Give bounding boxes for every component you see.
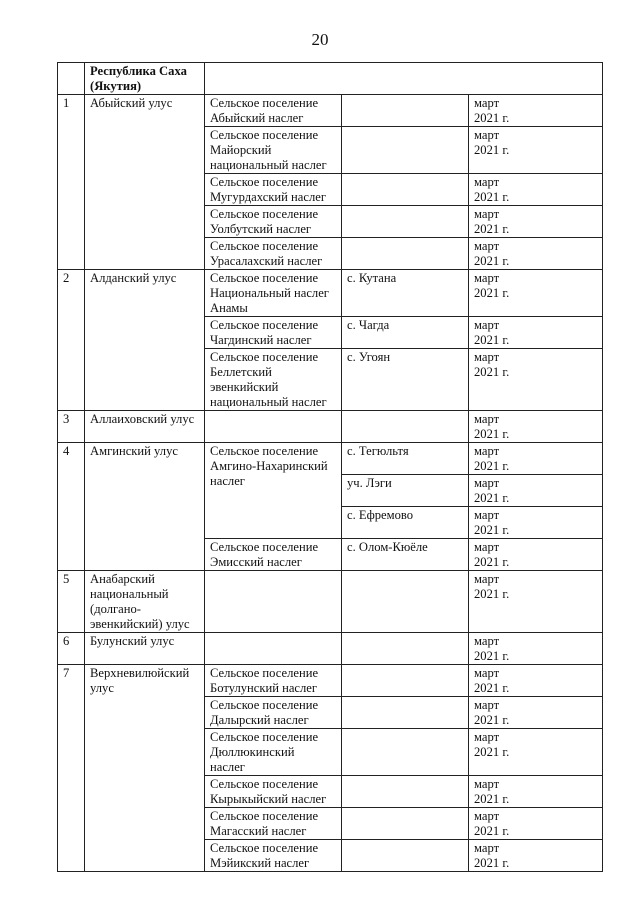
locality-cell xyxy=(342,174,469,206)
date-cell-line: 2021 г. xyxy=(474,792,510,806)
date-cell xyxy=(469,270,603,317)
settlements-table xyxy=(57,62,603,872)
unit-name-line: национальный xyxy=(90,587,169,601)
settlement-cell-line: Дюллюкинский xyxy=(210,745,295,759)
locality-cell xyxy=(342,411,469,443)
date-cell-line: 2021 г. xyxy=(474,365,510,379)
settlement-cell-line: Сельское поселение xyxy=(210,666,319,680)
date-cell xyxy=(469,571,603,633)
date-cell-line: март xyxy=(474,777,500,791)
table-row xyxy=(58,443,603,475)
date-cell-line: март xyxy=(474,239,500,253)
settlement-cell xyxy=(205,776,342,808)
date-cell-line: 2021 г. xyxy=(474,190,510,204)
unit-name-line: Анабарский xyxy=(90,572,155,586)
unit-number: 5 xyxy=(58,571,85,633)
date-cell xyxy=(469,443,603,475)
locality-cell xyxy=(342,206,469,238)
settlement-cell xyxy=(205,840,342,872)
settlement-cell-line: Сельское поселение xyxy=(210,239,319,253)
unit-name xyxy=(85,411,205,443)
date-cell-line: 2021 г. xyxy=(474,824,510,838)
table-row xyxy=(58,571,603,633)
date-cell-line: март xyxy=(474,444,500,458)
locality-cell: с. Угоян xyxy=(342,349,469,411)
date-cell xyxy=(469,238,603,270)
unit-name-line: Верхневилюйский xyxy=(90,666,190,680)
settlement-cell-line: Сельское поселение xyxy=(210,207,319,221)
date-cell-line: 2021 г. xyxy=(474,143,510,157)
region-header-cell-line: Республика Саха xyxy=(90,64,187,78)
date-cell-line: март xyxy=(474,730,500,744)
date-cell xyxy=(469,174,603,206)
date-cell-line: март xyxy=(474,175,500,189)
date-cell xyxy=(469,206,603,238)
unit-name-line: Абыйский улус xyxy=(90,96,173,110)
date-cell-line: март xyxy=(474,508,500,522)
settlement-cell-line: Сельское поселение xyxy=(210,350,319,364)
date-cell xyxy=(469,127,603,174)
settlement-cell xyxy=(205,127,342,174)
settlement-cell-line: Анамы xyxy=(210,301,248,315)
unit-name-line: эвенкийский) улус xyxy=(90,617,190,631)
locality-cell xyxy=(342,840,469,872)
settlement-cell-line: Сельское поселение xyxy=(210,540,319,554)
date-cell-line: 2021 г. xyxy=(474,681,510,695)
date-cell xyxy=(469,776,603,808)
locality-cell xyxy=(342,633,469,665)
settlement-cell-line: Ботулунский наслег xyxy=(210,681,318,695)
settlement-cell-line: Эмисский наслег xyxy=(210,555,302,569)
date-cell xyxy=(469,808,603,840)
table-row xyxy=(58,270,603,317)
date-cell-line: март xyxy=(474,666,500,680)
settlement-cell-line: Беллетский xyxy=(210,365,272,379)
settlement-cell-line: Сельское поселение xyxy=(210,175,319,189)
unit-name xyxy=(85,633,205,665)
locality-cell: с. Олом-Кюёле xyxy=(342,539,469,571)
date-cell xyxy=(469,729,603,776)
settlement-cell-line: Уолбутский наслег xyxy=(210,222,312,236)
unit-number: 2 xyxy=(58,270,85,411)
unit-name-line: улус xyxy=(90,681,114,695)
unit-name-line: Амгинский улус xyxy=(90,444,178,458)
date-cell-line: 2021 г. xyxy=(474,427,510,441)
date-cell-line: март xyxy=(474,698,500,712)
settlement-cell-line: наслег xyxy=(210,760,245,774)
date-cell-line: март xyxy=(474,634,500,648)
locality-cell xyxy=(342,808,469,840)
unit-name-line: Булунский улус xyxy=(90,634,175,648)
date-cell xyxy=(469,539,603,571)
settlement-cell-line: Сельское поселение xyxy=(210,318,319,332)
settlement-cell-line: Сельское поселение xyxy=(210,841,319,855)
settlement-cell xyxy=(205,729,342,776)
unit-number: 6 xyxy=(58,633,85,665)
locality-cell xyxy=(342,95,469,127)
date-cell-line: 2021 г. xyxy=(474,333,510,347)
settlement-cell-line: Сельское поселение xyxy=(210,128,319,142)
date-cell-line: 2021 г. xyxy=(474,523,510,537)
settlement-cell xyxy=(205,95,342,127)
date-cell-line: 2021 г. xyxy=(474,649,510,663)
settlement-cell-line: Абыйский наслег xyxy=(210,111,304,125)
settlement-cell xyxy=(205,270,342,317)
settlement-cell xyxy=(205,317,342,349)
header-num-cell xyxy=(58,63,85,95)
settlement-cell-line: Кырыкыйский наслег xyxy=(210,792,327,806)
settlement-cell-line: Мэйикский наслег xyxy=(210,856,310,870)
page-number: 20 xyxy=(311,30,329,49)
date-cell-line: март xyxy=(474,318,500,332)
locality-cell: уч. Лэги xyxy=(342,475,469,507)
unit-name xyxy=(85,665,205,872)
locality-cell xyxy=(342,729,469,776)
settlement-cell-line: Чагдинский наслег xyxy=(210,333,312,347)
date-cell xyxy=(469,411,603,443)
locality-cell xyxy=(342,571,469,633)
settlement-cell-line: Сельское поселение xyxy=(210,809,319,823)
unit-name xyxy=(85,571,205,633)
settlement-cell xyxy=(205,539,342,571)
settlement-cell-line: Сельское поселение xyxy=(210,698,319,712)
unit-number: 3 xyxy=(58,411,85,443)
date-cell xyxy=(469,697,603,729)
settlement-cell xyxy=(205,349,342,411)
settlement-cell-line: Сельское поселение xyxy=(210,730,319,744)
settlement-cell-line: Мугурдахский наслег xyxy=(210,190,326,204)
settlement-cell-line: Майорский xyxy=(210,143,272,157)
table-row xyxy=(58,411,603,443)
unit-number: 4 xyxy=(58,443,85,571)
date-cell-line: март xyxy=(474,96,500,110)
date-cell-line: 2021 г. xyxy=(474,111,510,125)
settlement-cell-line: национальный наслег xyxy=(210,158,327,172)
date-cell xyxy=(469,317,603,349)
settlement-cell xyxy=(205,633,342,665)
locality-cell: с. Чагда xyxy=(342,317,469,349)
date-cell-line: 2021 г. xyxy=(474,745,510,759)
unit-name-line: Аллаиховский улус xyxy=(90,412,195,426)
date-cell-line: 2021 г. xyxy=(474,587,510,601)
date-cell xyxy=(469,507,603,539)
date-cell xyxy=(469,349,603,411)
date-cell-line: март xyxy=(474,412,500,426)
settlement-cell-line: Национальный наслег xyxy=(210,286,329,300)
settlement-cell-line: Далырский наслег xyxy=(210,713,309,727)
table-row xyxy=(58,665,603,697)
date-cell-line: 2021 г. xyxy=(474,713,510,727)
date-cell-line: 2021 г. xyxy=(474,555,510,569)
settlement-cell-line: Урасалахский наслег xyxy=(210,254,323,268)
settlement-cell-line: Сельское поселение xyxy=(210,444,319,458)
settlement-cell-line: Сельское поселение xyxy=(210,271,319,285)
settlement-cell xyxy=(205,808,342,840)
table-row xyxy=(58,95,603,127)
locality-cell xyxy=(342,697,469,729)
unit-number: 7 xyxy=(58,665,85,872)
settlement-cell-line: Магасский наслег xyxy=(210,824,307,838)
settlement-cell-line: национальный наслег xyxy=(210,395,327,409)
unit-name-line: Алданский улус xyxy=(90,271,177,285)
date-cell xyxy=(469,475,603,507)
unit-name-line: (долгано- xyxy=(90,602,142,616)
region-header-cell-line: (Якутия) xyxy=(90,79,142,93)
locality-cell: с. Кутана xyxy=(342,270,469,317)
locality-cell xyxy=(342,238,469,270)
locality-cell: с. Тегюльтя xyxy=(342,443,469,475)
date-cell-line: март xyxy=(474,809,500,823)
date-cell-line: март xyxy=(474,128,500,142)
region-header-cell xyxy=(85,63,205,95)
date-cell-line: 2021 г. xyxy=(474,286,510,300)
settlement-cell-line: Амгино-Нахаринский xyxy=(210,459,328,473)
unit-number: 1 xyxy=(58,95,85,270)
settlement-cell xyxy=(205,665,342,697)
locality-cell xyxy=(342,665,469,697)
locality-cell xyxy=(342,127,469,174)
settlement-cell xyxy=(205,206,342,238)
unit-name xyxy=(85,443,205,571)
settlement-cell xyxy=(205,571,342,633)
date-cell-line: март xyxy=(474,207,500,221)
date-cell xyxy=(469,840,603,872)
date-cell-line: 2021 г. xyxy=(474,459,510,473)
header-row xyxy=(58,63,603,95)
date-cell-line: март xyxy=(474,540,500,554)
settlement-cell-line: Сельское поселение xyxy=(210,96,319,110)
settlement-cell xyxy=(205,174,342,206)
settlement-cell xyxy=(205,443,342,539)
date-cell xyxy=(469,95,603,127)
table-row xyxy=(58,633,603,665)
locality-cell: с. Ефремово xyxy=(342,507,469,539)
date-cell-line: 2021 г. xyxy=(474,222,510,236)
date-cell xyxy=(469,665,603,697)
settlement-cell-line: Сельское поселение xyxy=(210,777,319,791)
unit-name xyxy=(85,95,205,270)
date-cell xyxy=(469,633,603,665)
settlement-cell xyxy=(205,411,342,443)
date-cell-line: март xyxy=(474,271,500,285)
date-cell-line: 2021 г. xyxy=(474,856,510,870)
unit-name xyxy=(85,270,205,411)
date-cell-line: март xyxy=(474,350,500,364)
date-cell-line: март xyxy=(474,841,500,855)
settlement-cell xyxy=(205,697,342,729)
date-cell-line: 2021 г. xyxy=(474,254,510,268)
date-cell-line: март xyxy=(474,476,500,490)
settlement-cell xyxy=(205,238,342,270)
settlement-cell-line: наслег xyxy=(210,474,245,488)
date-cell-line: март xyxy=(474,572,500,586)
settlement-cell-line: эвенкийский xyxy=(210,380,279,394)
locality-cell xyxy=(342,776,469,808)
date-cell-line: 2021 г. xyxy=(474,491,510,505)
header-empty-cell xyxy=(205,63,603,95)
